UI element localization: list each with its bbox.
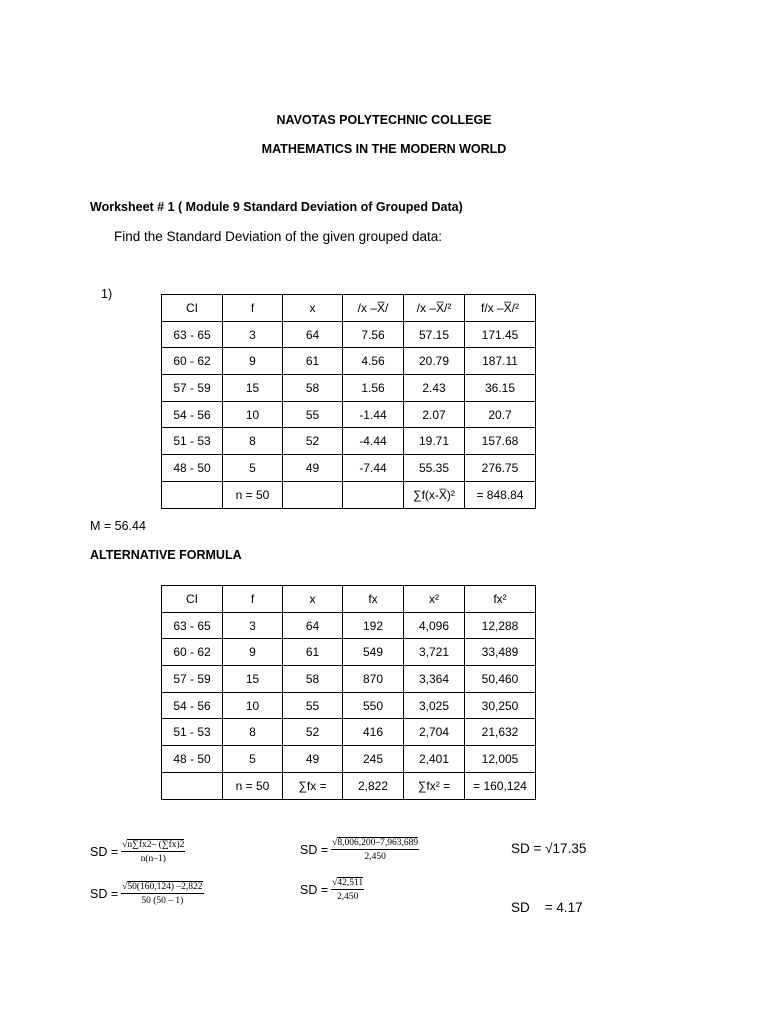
table-cell: 8 [223, 719, 283, 746]
table-cell [343, 481, 404, 508]
sd-label: SD = [300, 883, 329, 897]
table-cell: CI [162, 295, 223, 322]
table-row [162, 428, 536, 455]
table-cell: 57 - 59 [162, 375, 223, 402]
table-cell: -1.44 [343, 401, 404, 428]
problem-number: 1) [101, 287, 113, 301]
table-cell: 5 [223, 455, 283, 482]
table-cell: /x –X̅/ [343, 295, 404, 322]
denominator: 50 (50 – 1) [141, 896, 184, 906]
table-cell: 245 [343, 746, 404, 773]
table-cell: = 160,124 [465, 772, 536, 799]
worksheet-title: Worksheet # 1 ( Module 9 Standard Deviation of Grouped Data) [90, 200, 463, 214]
table-cell: 21,632 [465, 719, 536, 746]
table-cell: 51 - 53 [162, 719, 223, 746]
numerator: 8,006,200–7,963,689 [337, 838, 419, 848]
table-cell: 5 [223, 746, 283, 773]
alternative-formula-title: ALTERNATIVE FORMULA [90, 548, 242, 562]
table-cell: 870 [343, 666, 404, 693]
table-cell: 12,288 [465, 612, 536, 639]
table-cell: 61 [283, 348, 343, 375]
table-cell: 61 [283, 639, 343, 666]
table-cell: 19.71 [404, 428, 465, 455]
table-cell: 57 - 59 [162, 666, 223, 693]
denominator: 2,450 [364, 852, 386, 862]
table-cell: 4.56 [343, 348, 404, 375]
table-cell: 54 - 56 [162, 692, 223, 719]
table-cell: = 848.84 [465, 481, 536, 508]
table-row [162, 455, 536, 482]
sd-label: SD = [90, 887, 119, 901]
table-cell: fx² [465, 586, 536, 613]
table-cell: ∑f(x-X̅)² [404, 481, 465, 508]
table-row [162, 639, 536, 666]
college-name: NAVOTAS POLYTECHNIC COLLEGE [276, 113, 492, 127]
table-row [162, 666, 536, 693]
numerator: 42,511 [337, 878, 364, 888]
header-row [162, 295, 536, 322]
table-cell: n = 50 [223, 772, 283, 799]
table-cell: fx [343, 586, 404, 613]
table-cell: 15 [223, 375, 283, 402]
table-cell: 60 - 62 [162, 348, 223, 375]
table-cell: 3,721 [404, 639, 465, 666]
table-row [162, 719, 536, 746]
footer-row [162, 772, 536, 799]
sd-result-radical: SD = √17.35 [511, 841, 587, 856]
table-cell: 549 [343, 639, 404, 666]
table-cell: 15 [223, 666, 283, 693]
fraction: $\frac{√n\sum fx2- (\sum fx)2}{n(n-1)}$ [122, 840, 185, 864]
table-cell: 49 [283, 455, 343, 482]
table-cell: 7.56 [343, 321, 404, 348]
table-cell: 3 [223, 612, 283, 639]
table-cell: 157.68 [465, 428, 536, 455]
course-title: MATHEMATICS IN THE MODERN WORLD [261, 142, 507, 156]
table-cell: ∑fx = [283, 772, 343, 799]
table-cell: n = 50 [223, 481, 283, 508]
table-cell: 2.43 [404, 375, 465, 402]
table-cell: 2,401 [404, 746, 465, 773]
sd-formula-computed [300, 838, 419, 862]
table-cell: f/x –X̅/² [465, 295, 536, 322]
table-cell: 3,025 [404, 692, 465, 719]
sd-formula-substituted [90, 882, 204, 906]
table-cell: 55.35 [404, 455, 465, 482]
table-cell: 3 [223, 321, 283, 348]
table-cell: f [223, 586, 283, 613]
table-cell: 58 [283, 666, 343, 693]
table-row [162, 401, 536, 428]
table-cell: 192 [343, 612, 404, 639]
table-cell: 8 [223, 428, 283, 455]
table-cell: 52 [283, 719, 343, 746]
table-cell: 9 [223, 348, 283, 375]
table-cell: 9 [223, 639, 283, 666]
alternative-formula-table [161, 585, 536, 800]
table-cell: 3,364 [404, 666, 465, 693]
table-cell: 187.11 [465, 348, 536, 375]
table-cell: 2,704 [404, 719, 465, 746]
table-cell: 51 - 53 [162, 428, 223, 455]
table-cell: 2,822 [343, 772, 404, 799]
table-cell: 2.07 [404, 401, 465, 428]
table-cell: 10 [223, 692, 283, 719]
table-cell [162, 772, 223, 799]
deviation-table [161, 294, 536, 509]
numerator: n∑fx2– (∑fx)2 [127, 840, 185, 850]
denominator: n(n–1) [140, 854, 166, 864]
table-cell: 20.7 [465, 401, 536, 428]
table-cell: 36.15 [465, 375, 536, 402]
mean-text: M = 56.44 [90, 519, 146, 533]
table-cell: CI [162, 586, 223, 613]
sd-label: SD = [90, 845, 119, 859]
numerator: 50(160,124) –2,822 [127, 882, 203, 892]
table-cell: 1.56 [343, 375, 404, 402]
table-cell: f [223, 295, 283, 322]
table-cell: 550 [343, 692, 404, 719]
sd-label: SD = [300, 843, 329, 857]
fraction: $\frac{√42,511}{2,450}$ [332, 878, 364, 902]
table-row [162, 348, 536, 375]
sd-formula-general [90, 840, 185, 864]
table-row [162, 746, 536, 773]
fraction: $\frac{√50(160,124) -2,822}{50 (50 - 1)}$ [122, 882, 203, 906]
table-cell: 33,489 [465, 639, 536, 666]
table-cell: 20.79 [404, 348, 465, 375]
table-cell: 4,096 [404, 612, 465, 639]
table-cell: 54 - 56 [162, 401, 223, 428]
table-cell: 57.15 [404, 321, 465, 348]
table-row [162, 375, 536, 402]
fraction: $\frac{√8,006,200-7,963,689}{2,450}$ [332, 838, 419, 862]
table-row [162, 692, 536, 719]
table-cell: 64 [283, 612, 343, 639]
table-cell: 60 - 62 [162, 639, 223, 666]
table-cell: 58 [283, 375, 343, 402]
table-cell: 171.45 [465, 321, 536, 348]
table-cell [283, 481, 343, 508]
table-cell: 416 [343, 719, 404, 746]
table-cell: x [283, 586, 343, 613]
table-cell: 48 - 50 [162, 455, 223, 482]
table-cell: 52 [283, 428, 343, 455]
table-cell: x² [404, 586, 465, 613]
table-cell: 30,250 [465, 692, 536, 719]
table-cell: /x –X̅/² [404, 295, 465, 322]
table-cell: 55 [283, 692, 343, 719]
table-cell: -4.44 [343, 428, 404, 455]
table-cell: 12,005 [465, 746, 536, 773]
table-cell: ∑fx² = [404, 772, 465, 799]
table-cell: -7.44 [343, 455, 404, 482]
table-cell: 49 [283, 746, 343, 773]
table-cell: 64 [283, 321, 343, 348]
footer-row [162, 481, 536, 508]
instruction-text: Find the Standard Deviation of the given grouped data: [114, 229, 442, 244]
table-cell: 63 - 65 [162, 612, 223, 639]
table-cell: 55 [283, 401, 343, 428]
table-cell: 10 [223, 401, 283, 428]
table-cell [162, 481, 223, 508]
table-cell: 50,460 [465, 666, 536, 693]
header-row [162, 586, 536, 613]
sd-formula-reduced [300, 878, 364, 902]
table-cell: 63 - 65 [162, 321, 223, 348]
denominator: 2,450 [336, 892, 359, 902]
table-row [162, 612, 536, 639]
table-cell: 48 - 50 [162, 746, 223, 773]
sd-result-value: SD = 4.17 [511, 900, 583, 915]
table-row [162, 321, 536, 348]
table-cell: x [283, 295, 343, 322]
table-cell: 276.75 [465, 455, 536, 482]
